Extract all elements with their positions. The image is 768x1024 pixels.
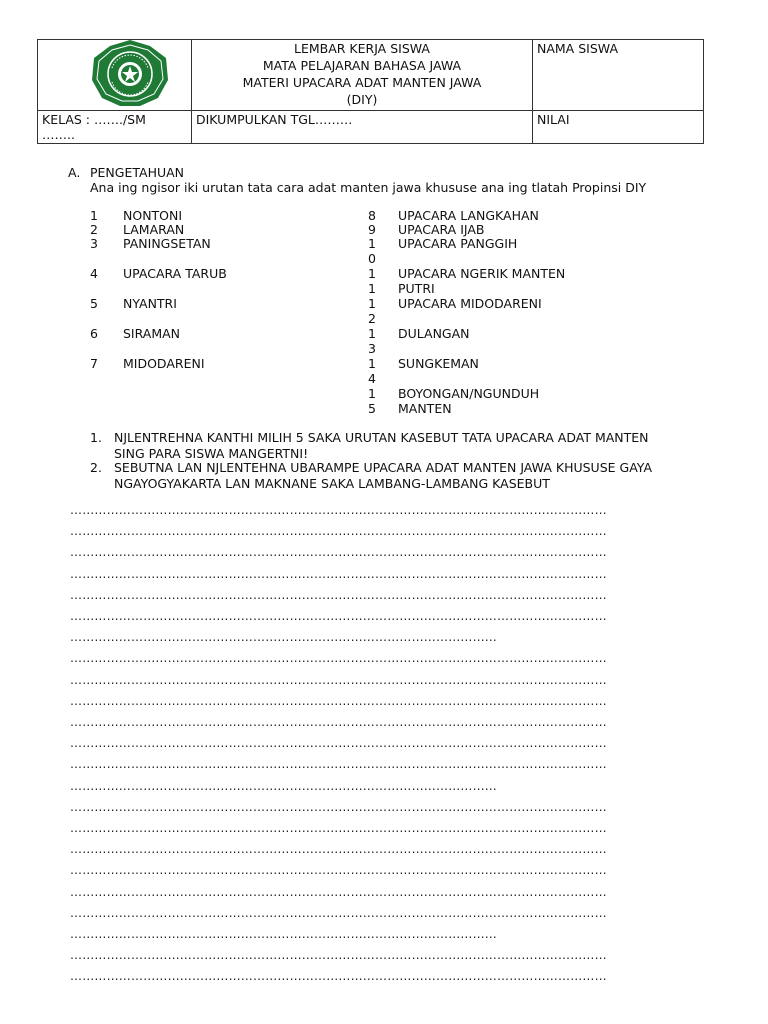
question-2: 2. SEBUTNA LAN NJLENTEHNA UBARAMPE UPACARA ADAT MANTEN JAWA KHUSUSE GAYA NGAYOGYAKARTA LAN MAKNANE SAKA LAMBANG-LAMBANG KASEBUT [90, 460, 652, 491]
section-a [68, 165, 646, 195]
answer-line[interactable]: …………………………………………………………………………………………………………………… [70, 672, 607, 687]
answer-line[interactable]: …………………………………………………………………………………………………………………… [70, 587, 607, 602]
answer-line[interactable]: …………………………………………………………………………………………………………………… [70, 948, 607, 963]
answer-line[interactable]: …………………………………………………………………………………………………………………… [70, 821, 607, 835]
answer-line[interactable]: …………………………………………………………………………………………………………………… [70, 736, 607, 751]
class-label: KELAS : ……./SM [42, 112, 146, 127]
title-cell [192, 40, 533, 111]
answer-line[interactable]: …………………………………………………………………………………………………………………… [70, 863, 607, 878]
submit-date-field[interactable]: DIKUMPULKAN TGL……… [192, 111, 533, 144]
answer-line[interactable]: …………………………………………………………………………………………………………………… [70, 651, 607, 666]
class-field[interactable] [38, 111, 192, 144]
answer-line[interactable]: …………………………………………………………………………………………………………………… [70, 905, 607, 920]
section-letter: A. [68, 165, 81, 180]
material-title: MATERI UPACARA ADAT MANTEN JAWA [242, 75, 482, 90]
answer-line[interactable]: …………………………………………………………………………………………………………………… [70, 693, 607, 708]
answer-line[interactable]: …………………………………………………………………………………………………………………… [70, 799, 607, 814]
answer-line[interactable]: …………………………………………………………………………………………………………………… [70, 842, 607, 857]
class-label-cont: …….. [42, 127, 75, 142]
answer-line[interactable]: …………………………………………………………………………………………………………………… [70, 757, 607, 772]
question-1: 1. NJLENTREHNA KANTHI MILIH 5 SAKA URUTAN KASEBUT TATA UPACARA ADAT MANTEN SING PARA SISWA MANGERTNI! [90, 430, 649, 461]
answer-line[interactable]: …………………………………………………………………………………………………………………… [70, 969, 607, 984]
answer-line[interactable]: …………………………………………………………………………………………………………………… [70, 566, 607, 581]
score-field[interactable]: NILAI [533, 111, 704, 144]
subject-title: MATA PELAJARAN BAHASA JAWA [262, 58, 462, 73]
section-intro: Ana ing ngisor iki urutan tata cara adat manten jawa khususe ana ing tlatah Propinsi DIY [90, 180, 647, 195]
answer-line[interactable]: …………………………………………………………………………………………… [70, 630, 497, 645]
answer-line[interactable]: …………………………………………………………………………………………………………………… [70, 884, 607, 899]
answer-line[interactable]: …………………………………………………………………………………………………………………… [70, 524, 607, 539]
answer-line[interactable]: …………………………………………………………………………………………… [70, 778, 497, 793]
answer-line[interactable]: …………………………………………………………………………………………………………………… [70, 503, 607, 517]
answer-line[interactable]: …………………………………………………………………………………………………………………… [70, 715, 607, 729]
answer-line[interactable]: …………………………………………………………………………………………………………………… [70, 545, 607, 560]
worksheet-title: LEMBAR KERJA SISWA [294, 41, 430, 56]
region-title: (DIY) [346, 92, 378, 107]
student-name-field[interactable]: NAMA SISWA [533, 40, 704, 111]
school-logo [88, 38, 172, 108]
answer-line[interactable]: …………………………………………………………………………………………………………………… [70, 609, 607, 623]
answer-line[interactable]: …………………………………………………………………………………………… [70, 927, 497, 941]
section-title: PENGETAHUAN [90, 165, 185, 180]
